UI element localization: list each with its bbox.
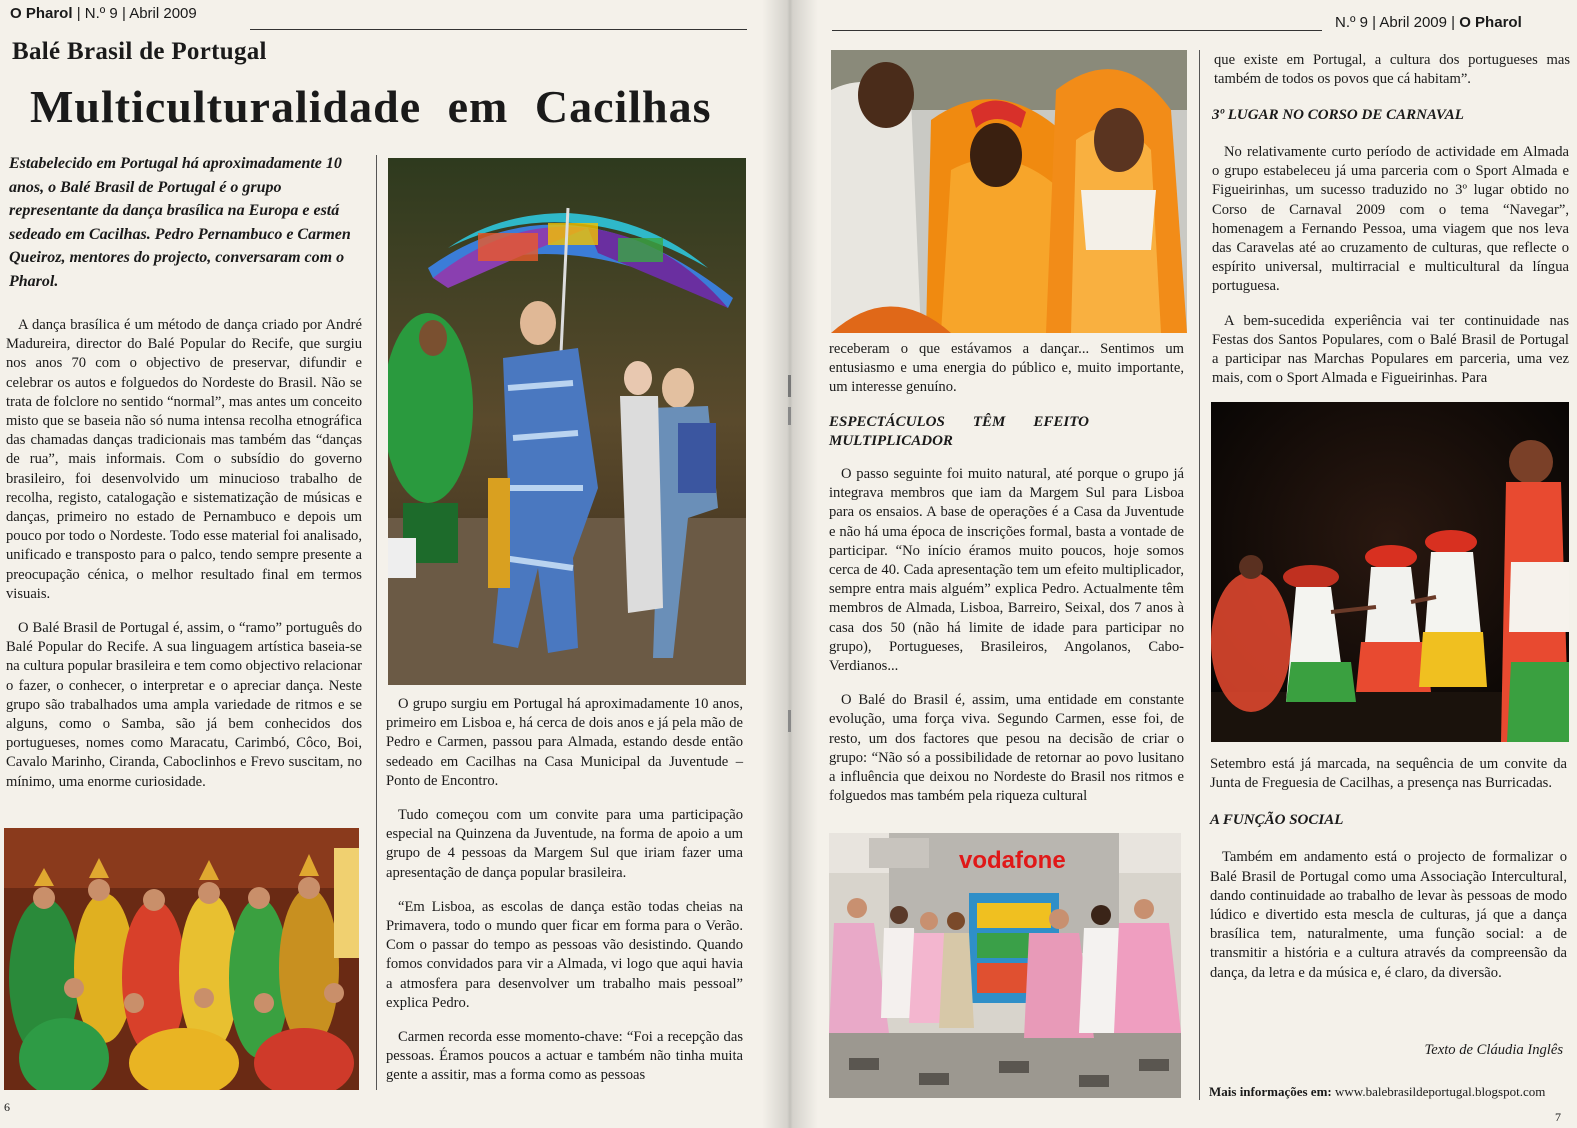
heading-carnaval: 3º LUGAR NO CORSO DE CARNAVAL	[1212, 107, 1464, 123]
photo-orange-veils	[831, 50, 1187, 333]
byline: Texto de Cláudia Inglês	[1424, 1042, 1563, 1058]
photo-stage-dance	[1211, 402, 1569, 742]
photo-umbrella-dancer	[388, 158, 746, 685]
left-page-number: 6	[4, 1100, 10, 1114]
col4-paragraph: No relativamente curto período de actividade em Almada o grupo estabeleceu já uma parceria com o Sport Almada e Figueirinhas, um sucesso traduzido no 3º lugar obtido no Corso de Carnaval 2009 com o tema “Navegar”, homenagem a Fernando Pessoa, uma viagem que nos leva das Caravelas até ao cruzamento de culturas, que reflecte o espírito universal, multirracial e multicultural da língua portuguesa.	[1212, 144, 1569, 295]
binding-marks	[788, 375, 791, 735]
right-column-4-top: que existe em Portugal, a cultura dos portugueses mas também de todos os povos que cá habitam”.	[1214, 52, 1570, 88]
col2-paragraph: O grupo surgiu em Portugal há aproximadamente 10 anos, primeiro em Lisboa e, há cerca de dois anos e já pela mão de Pedro e Carmen, passou para Almada, estando desde então sedeado em Cacilhas na Casa Municipal da Juventude – Ponto de Encontro.	[386, 696, 743, 789]
col2-paragraph: Tudo começou com um convite para uma participação especial na Quinzena da Juventude, na forma de apoio a um grupo de 4 pessoas da Margem Sul que iriam fazer uma apresentação de dança popular brasileira.	[386, 807, 743, 881]
col2-paragraph: “Em Lisboa, as escolas de dança estão todas cheias na Primavera, todo o mundo quer ficar em forma para o Verão. Com o passar do tempo as pessoas vão desistindo. Quando fomos convidados para vir a Almada, vi logo que aqui havia a atmosfera para desenvolver um trabalho mais pessoal” explica Pedro.	[386, 898, 743, 1011]
left-header-date: Abril 2009	[129, 5, 197, 22]
photo-storefront-group	[829, 833, 1181, 1098]
col3-paragraph: O Balé do Brasil é, assim, uma entidade em constante evolução, uma força viva. Segundo Carmen, esse foi, de resto, um dos factores que pesou na decisão de criar o grupo: “Não só a possibilidade de retornar ao povo lusitano a influência que deixou no Nordeste do Brasil nos ritmos e folguedos mas também pela riqueza cultural	[829, 692, 1184, 805]
col4-funcao-paragraph: Também em andamento está o projecto de formalizar o Balé Brasil de Portugal como uma Associação Intercultural, dando continuidade ao trabalho de levar às pessoas de modo lúdico e divertido esta mescla de culturas, já que a dança brasílica tem, naturalmente, uma função social: a de transmitir a história e a cultura através da compreensão da dança, da letra e da música e, é claro, da diversão.	[1210, 849, 1567, 981]
col1-paragraph: A dança brasílica é um método de dança criado por André Madureira, director do Balé Popular do Recife, que surgiu nos anos 70 com o objectivo de preservar, difundir e celebrar os autos e folguedos do Nordeste do Brasil. Não se trata de folclore no sentido “normal”, mas antes um conceito misto que se baseia não só numa intensa recolha etnográfica das chamadas danças tradicionais mas também das “danças de rua”, mais informais. Com o subsídio do governo brasileiro, foi desenvolvido um minucioso trabalho de recolha, registo, catalogação e sistematização de músicas e danças, primeiro no estado de Pernambuco e depois um pouco por todo o Nordeste. Todo esse material foi analisado, unificado e transposto para o palco, tendo sempre presente a preocupação cénica, o melhor resultado final em termos visuais.	[6, 317, 362, 602]
right-running-header: N.º 9 | Abril 2009 | O Pharol	[1335, 14, 1522, 31]
left-running-header: O Pharol | N.º 9 | Abril 2009	[10, 5, 197, 22]
left-column-divider	[376, 155, 377, 1090]
article-title: Multiculturalidade em Cacilhas	[30, 81, 712, 132]
more-info-label: Mais informações em:	[1209, 1084, 1332, 1099]
more-info-url[interactable]: www.balebrasildeportugal.blogspot.com	[1335, 1084, 1546, 1099]
right-column-divider	[1199, 50, 1200, 1100]
col1-paragraph: O Balé Brasil de Portugal é, assim, o “ramo” português do Balé Popular do Recife. A sua linguagem artística baseia-se na cultura popular brasileira e tem como objectivo relacionar o fazer, o conhecer, o interpretar e o apreciar dança. Neste grupo são trabalhados uma ampla variedade de ritmos e se alguns, como o Samba, são já bem conhecidos dos portugueses, nomes como Maracatu, Carimbó, Côco, Boi, Cavalo Marinho, Ciranda, Caboclinhos e Frevo suscitam, no mínimo, uma enorme curiosidade.	[6, 620, 362, 790]
photo-group-costumes	[4, 828, 359, 1090]
article-lead: Estabelecido em Portugal há aproximadamente 10 anos, o Balé Brasil de Portugal é o grupo representante da dança brasílica na Europa e está sedeado em Cacilhas. Pedro Pernambuco e Carmen Queiroz, mentores do projecto, conversaram com o Pharol.	[9, 155, 351, 290]
storefront-sign: vodafone	[959, 847, 1066, 874]
right-column-4	[1212, 106, 1569, 403]
col4-after-photo: Setembro está já marcada, na sequência de um convite da Junta de Freguesia de Cacilhas, a presença nas Burricadas.	[1210, 756, 1567, 792]
right-column-3-top: receberam o que estávamos a dançar... Sentimos um entusiasmo e uma energia do público e, muito importante, um interesse genuíno.	[829, 341, 1184, 396]
article-kicker: Balé Brasil de Portugal	[12, 38, 267, 65]
right-header-issue: N.º 9	[1335, 14, 1368, 31]
left-header-issue: N.º 9	[84, 5, 118, 22]
right-column-3	[829, 413, 1184, 821]
right-header-rule	[832, 30, 1322, 31]
col3-paragraph: O passo seguinte foi muito natural, até porque o grupo já integrava membros que iam da Margem Sul para Lisboa para os ensaios. A base de operações é a Casa da Juventude e não há uma época de inscrições formal, basta a vontade de participar. “No início éramos muito poucos, hoje somos cerca de 40. Cada apresentação tem um efeito multiplicador, sempre entra mais alguém” explica Pedro. Actualmente têm membros de Almada, Lisboa, Barreiro, Seixal, dos 7 anos à casa dos 50 (não há limite de idade para participar no grupo), Portugueses, Brasileiros, Angolanos, Cabo-Verdianos...	[829, 466, 1184, 675]
left-header-rule	[250, 29, 747, 30]
col4-paragraph: A bem-sucedida experiência vai ter continuidade nas Festas dos Santos Populares, com o Balé Brasil de Portugal a participar nas Marchas Populares em parceria, uma vez mais, com o Sport Almada e Figueirinhas. Para	[1212, 312, 1569, 387]
right-column-4-continued	[1210, 755, 1567, 998]
more-info	[1209, 1084, 1545, 1100]
right-page-number: 7	[1555, 1110, 1561, 1124]
col2-paragraph: Carmen recorda esse momento-chave: “Foi a recepção das pessoas. Éramos poucos a actuar e também não tinha muita gente a assitir, mas a forma como as pessoas	[386, 1029, 743, 1084]
left-column-1	[6, 316, 362, 807]
right-header-date: Abril 2009	[1379, 14, 1447, 31]
heading-funcao: A FUNÇÃO SOCIAL	[1210, 812, 1344, 829]
right-header-pub: O Pharol	[1459, 14, 1522, 31]
left-column-2	[386, 695, 743, 1086]
left-header-pub: O Pharol	[10, 5, 73, 22]
heading-espectaculos: ESPECTÁCULOS TÊM EFEITO MULTIPLICADOR	[829, 414, 1089, 449]
